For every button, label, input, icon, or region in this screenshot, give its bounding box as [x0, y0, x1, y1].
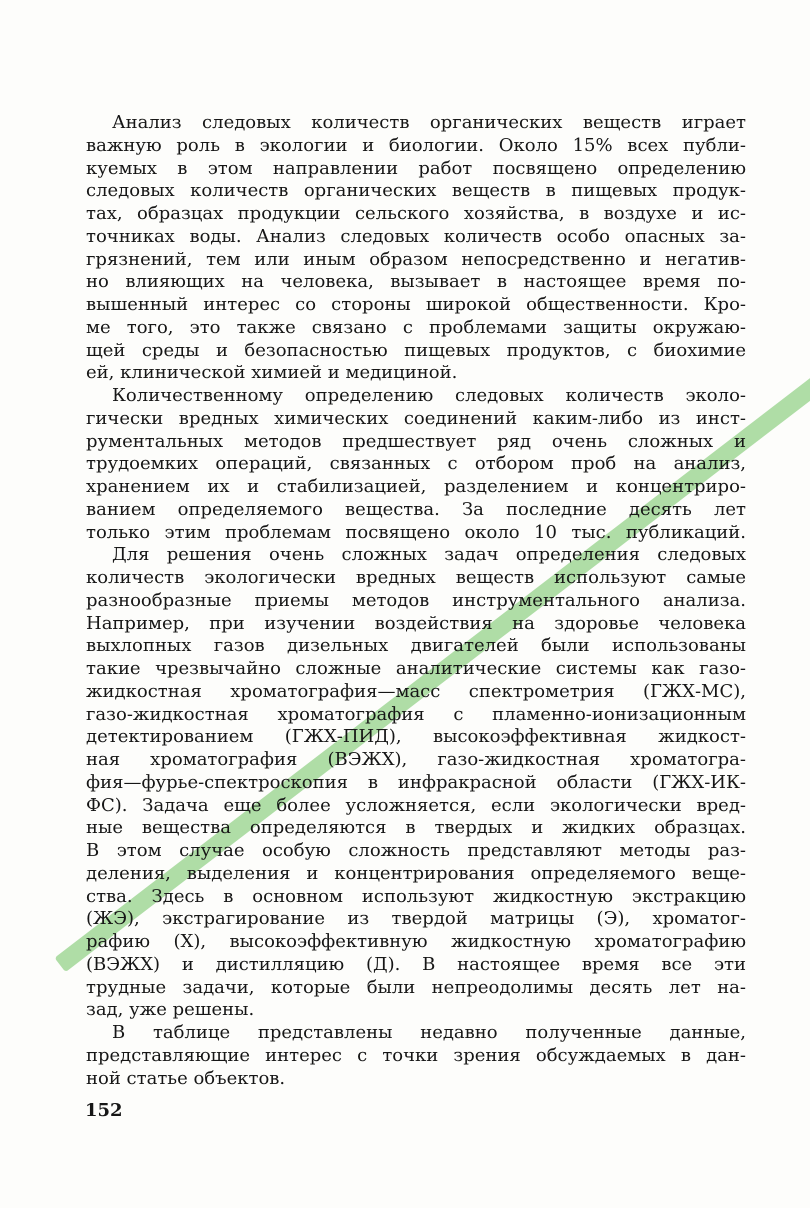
text-line: жидкостная хроматография—масс спектрометрия (ГЖХ-МС), — [86, 680, 746, 702]
text-line: ме того, это также связано с проблемами защиты окружаю- — [86, 316, 746, 338]
text-line: ной статье объектов. — [86, 1067, 286, 1089]
text-line: важную роль в экологии и биологии. Около 15% всех публи- — [86, 134, 746, 156]
text-line: (ЖЭ), экстрагирование из твердой матрицы (Э), хроматог- — [86, 908, 746, 930]
text-line: Количественному определению следовых количеств эколо- — [112, 385, 746, 406]
text-line: В этом случае особую сложность представляют методы раз- — [86, 840, 746, 861]
text-line: куемых в этом направлении работ посвящено определению — [86, 157, 746, 179]
text-line: ФС). Задача еще более усложняется, если экологически вред- — [86, 794, 746, 816]
text-line: грязнений, тем или иным образом непосредственно и негатив- — [86, 248, 746, 270]
text-line: ства. Здесь в основном используют жидкостную экстракцию — [86, 885, 746, 907]
text-line: следовых количеств органических веществ в пищевых продук- — [86, 180, 746, 202]
text-line: ей, клинической химией и медициной. — [86, 362, 458, 384]
text-line: количеств экологически вредных веществ используют самые — [86, 567, 746, 588]
text-line: В таблице представлены недавно полученные данные, — [112, 1022, 746, 1043]
text-line: рафию (Х), высокоэффективную жидкостную хроматографию — [86, 931, 746, 952]
text-line: гически вредных химических соединений каким-либо из инст- — [86, 407, 746, 429]
text-line: детектированием (ГЖХ-ПИД), высокоэффективная жидкост- — [86, 726, 746, 748]
article-body — [86, 112, 746, 1090]
text-line: представляющие интерес с точки зрения обсуждаемых в дан- — [86, 1044, 746, 1066]
text-line: точниках воды. Анализ следовых количеств особо опасных за- — [86, 225, 746, 247]
text-line: Например, при изучении воздействия на здоровье человека — [86, 612, 746, 634]
text-line: рументальных методов предшествует ряд очень сложных и — [86, 430, 746, 452]
text-line: ванием определяемого вещества. За последние десять лет — [86, 498, 746, 520]
page-number: 152 — [85, 1100, 123, 1121]
text-line: только этим проблемам посвящено около 10 тыс. публикаций. — [86, 521, 746, 543]
text-line: но влияющих на человека, вызывает в настоящее время по- — [86, 271, 746, 293]
text-line: выхлопных газов дизельных двигателей были использованы — [86, 635, 746, 657]
text-line: фия—фурье-спектроскопия в инфракрасной области (ГЖХ-ИК- — [86, 771, 746, 793]
text-line: трудоемких операций, связанных с отбором проб на анализ, — [86, 453, 746, 475]
text-line: такие чрезвычайно сложные аналитические системы как газо- — [86, 658, 746, 679]
text-line: тах, образцах продукции сельского хозяйства, в воздухе и ис- — [86, 203, 746, 224]
text-line: зад, уже решены. — [86, 999, 255, 1021]
paragraph — [86, 385, 746, 544]
paragraph — [86, 112, 746, 385]
text-line: ная хроматография (ВЭЖХ), газо-жидкостная хроматогра- — [86, 749, 746, 770]
text-line: вышенный интерес со стороны широкой общественности. Кро- — [86, 294, 746, 315]
text-line: деления, выделения и концентрирования определяемого веще- — [86, 862, 746, 884]
text-line: разнообразные приемы методов инструментального анализа. — [86, 589, 746, 611]
text-line: (ВЭЖХ) и дистилляцию (Д). В настоящее время все эти — [86, 953, 746, 975]
text-line: газо-жидкостная хроматография с пламенно-ионизационным — [86, 703, 746, 725]
paragraph — [86, 1022, 746, 1090]
paragraph — [86, 544, 746, 1022]
text-line: Для решения очень сложных задач определения следовых — [112, 544, 746, 566]
text-line: трудные задачи, которые были непреодолимы десять лет на- — [86, 976, 746, 998]
text-line: хранением их и стабилизацией, разделением и концентриро- — [86, 476, 746, 497]
text-line: щей среды и безопасностью пищевых продуктов, с биохимие — [86, 339, 746, 361]
text-line: Анализ следовых количеств органических веществ играет — [112, 112, 746, 133]
text-line: ные вещества определяются в твердых и жидких образцах. — [86, 817, 746, 839]
